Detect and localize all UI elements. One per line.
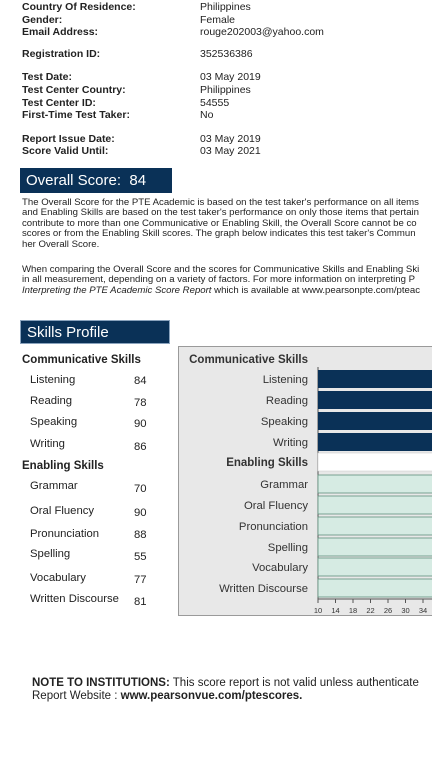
skill-name-grammar: Grammar — [30, 480, 78, 492]
chart-category-label: Oral Fluency — [243, 500, 308, 512]
report-website-link[interactable]: www.pearsonvue.com/ptescores. — [120, 690, 303, 702]
paragraph-line: and Enabling Skills are based on the test taker's performance on only those items that pertain — [22, 207, 420, 219]
chart-bar — [318, 496, 432, 514]
guide-title: Interpreting the PTE Academic Score Report — [22, 284, 212, 296]
institutions-note — [32, 677, 419, 689]
chart-bar — [318, 475, 432, 493]
chart-x-tick-label: 26 — [383, 606, 393, 615]
skills-profile-title: Skills Profile — [27, 324, 109, 341]
chart-header-row-gap — [318, 453, 432, 471]
overall-score-banner — [20, 168, 172, 193]
gender-label: Gender: — [22, 14, 63, 26]
skill-score-speaking: 90 — [134, 418, 147, 430]
skill-score-spelling: 55 — [134, 551, 147, 563]
paragraph-line: contribute to more than one Communicative or Enabling Skill, the Overall Score cannot be co — [22, 217, 417, 229]
skill-score-pronunciation: 88 — [134, 529, 147, 541]
report-website-line — [32, 690, 302, 702]
chart-x-tick-label: 30 — [401, 606, 410, 615]
registration-value: 352536386 — [200, 48, 253, 60]
chart-category-label: Listening — [262, 374, 308, 386]
skill-name-speaking: Speaking — [30, 416, 78, 428]
skill-score-vocabulary: 77 — [134, 574, 147, 586]
chart-category-label: Grammar — [260, 479, 308, 491]
chart-x-tick-label: 18 — [348, 606, 358, 615]
skills-profile-chart — [178, 346, 432, 616]
paragraph-line: The Overall Score for the PTE Academic is based on the test taker's performance on all items — [22, 197, 419, 208]
residence-value: Philippines — [200, 1, 251, 13]
chart-bar — [318, 391, 432, 409]
skill-name-listening: Listening — [30, 374, 76, 386]
skill-score-grammar: 70 — [134, 483, 147, 495]
valid-until-label: Score Valid Until: — [22, 145, 109, 157]
overall-score-label: Overall Score: — [26, 172, 122, 189]
registration-label: Registration ID: — [22, 48, 101, 60]
skill-name-reading: Reading — [30, 395, 73, 407]
first-time-value: No — [200, 109, 214, 121]
score-comparison-note — [22, 265, 432, 296]
chart-bar — [318, 517, 432, 535]
chart-group-heading: Communicative Skills — [189, 354, 308, 366]
note-text: This score report is not valid unless authenticate — [169, 677, 419, 689]
center-id-label: Test Center ID: — [22, 97, 96, 109]
skills-profile-banner — [20, 320, 170, 344]
guide-link-text: which is available at www.pearsonpte.com/pteac — [211, 284, 420, 296]
center-country-label: Test Center Country: — [22, 84, 126, 96]
paragraph-line: in all measurement, depending on a variety of factors. For more information on interpreting P — [22, 274, 416, 286]
paragraph-line: scores or from the Enabling Skill scores. The graph below indicates this test taker's Commun — [22, 228, 416, 240]
chart-category-label: Spelling — [267, 542, 308, 554]
chart-category-label: Speaking — [260, 416, 308, 428]
skill-name-pronunciation: Pronunciation — [30, 528, 100, 540]
test-date-value: 03 May 2019 — [200, 71, 261, 83]
chart-category-label: Reading — [265, 395, 308, 407]
skill-score-listening: 84 — [134, 375, 147, 387]
chart-category-label: Written Discourse — [219, 583, 308, 595]
chart-bar — [318, 412, 432, 430]
paragraph-line: her Overall Score. — [22, 238, 100, 250]
test-date-label: Test Date: — [22, 71, 72, 83]
residence-label: Country Of Residence: — [22, 1, 136, 13]
chart-bar — [318, 538, 432, 556]
enabling-skills-heading: Enabling Skills — [22, 460, 104, 472]
chart-category-label: Writing — [273, 437, 308, 449]
chart-bar — [318, 370, 432, 388]
chart-bar — [318, 558, 432, 576]
chart-category-label: Vocabulary — [252, 562, 308, 574]
communicative-skills-heading: Communicative Skills — [22, 354, 141, 366]
skill-score-writing: 86 — [134, 441, 147, 453]
email-label: Email Address: — [22, 26, 99, 38]
skills-chart-svg — [179, 347, 432, 615]
gender-value: Female — [200, 14, 236, 26]
email-value: rouge202003@yahoo.com — [200, 26, 324, 38]
skill-name-written-discourse: Written Discourse — [30, 593, 119, 605]
chart-group-heading: Enabling Skills — [226, 457, 308, 469]
issue-date-label: Report Issue Date: — [22, 133, 115, 145]
skill-name-writing: Writing — [30, 438, 65, 450]
note-heading: NOTE TO INSTITUTIONS: — [32, 677, 170, 689]
chart-x-tick-label: 14 — [331, 606, 340, 615]
chart-bar — [318, 579, 432, 597]
overall-score-value: 84 — [129, 172, 147, 189]
overall-score-explanation — [22, 198, 432, 250]
chart-bar — [318, 433, 432, 451]
report-website-label: Report Website : — [32, 690, 121, 702]
first-time-label: First-Time Test Taker: — [22, 109, 130, 121]
center-country-value: Philippines — [200, 84, 251, 96]
chart-category-label: Pronunciation — [238, 521, 308, 533]
skill-name-vocabulary: Vocabulary — [30, 572, 86, 584]
chart-x-tick-label: 22 — [366, 606, 375, 615]
chart-x-tick-label: 34 — [418, 606, 428, 615]
valid-until-value: 03 May 2021 — [200, 145, 261, 157]
skill-score-written-discourse: 81 — [134, 596, 147, 608]
issue-date-value: 03 May 2019 — [200, 133, 261, 145]
skill-name-oral-fluency: Oral Fluency — [30, 505, 95, 517]
paragraph-line: When comparing the Overall Score and the scores for Communicative Skills and Enabling Ski — [22, 264, 420, 275]
chart-x-tick-label: 10 — [313, 606, 323, 615]
paragraph-line — [22, 286, 432, 296]
skill-score-oral-fluency: 90 — [134, 507, 147, 519]
center-id-value: 54555 — [200, 97, 230, 109]
skill-score-reading: 78 — [134, 397, 147, 409]
skill-name-spelling: Spelling — [30, 548, 71, 560]
